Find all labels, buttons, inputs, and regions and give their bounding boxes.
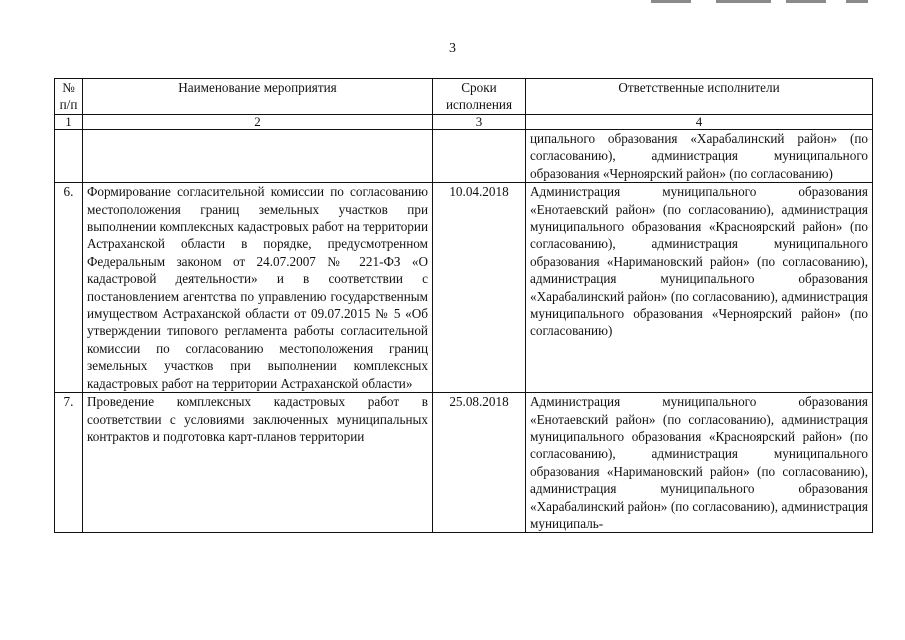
table-row	[55, 183, 873, 393]
header-name: Наименование мероприятия	[83, 79, 433, 115]
column-number: 4	[526, 115, 873, 130]
activity-deadline	[433, 130, 526, 183]
row-number: 7.	[55, 393, 83, 533]
column-number: 2	[83, 115, 433, 130]
activity-deadline: 25.08.2018	[433, 393, 526, 533]
column-numbers-row	[55, 115, 873, 130]
header-num: № п/п	[55, 79, 83, 115]
header-responsible: Ответственные исполнители	[526, 79, 873, 115]
table-header-row	[55, 79, 873, 115]
activity-name: Формирование согласительной комиссии по согласованию местоположения границ земельных участков при выполнении комплексных кадастровых работ на территории Астраханской области в порядке, предусмотренном Федеральным законом от 24.07.2007 № 221-ФЗ «О кадастровой деятельности» и в соответствии с постановлением агентства по управлению государственным имуществом Астраханской области от 09.07.2015 № 5 «Об утверждении типового регламента работы согласительной комиссии по согласованию местоположения границ земельных участков при выполнении комплексных кадастровых работ на территории Астраханской области»	[83, 183, 433, 393]
responsible-parties: Администрация муниципального образования «Енотаевский район» (по согласованию), администрация муниципального образования «Красноярский район» (по согласованию), администрация муниципального образования «Наримановский район» (по согласованию), администрация муниципального образования «Харабалинский район» (по согласованию), администрация муниципального образования «Черноярский район» (по согласованию)	[526, 183, 873, 393]
column-number: 1	[55, 115, 83, 130]
activity-name: Проведение комплексных кадастровых работ в соответствии с условиями заключенных муниципальных контрактов и подготовка карт-планов территории	[83, 393, 433, 533]
row-number	[55, 130, 83, 183]
table-row	[55, 130, 873, 183]
activities-table	[54, 78, 873, 533]
column-number: 3	[433, 115, 526, 130]
responsible-parties: Администрация муниципального образования «Енотаевский район» (по согласованию), администрация муниципального образования «Красноярский район» (по согласованию), администрация муниципального образования «Наримановский район» (по согласованию), администрация муниципального образования «Харабалинский район» (по согласованию), администрация муниципаль-	[526, 393, 873, 533]
responsible-parties: ципального образования «Харабалинский район» (по согласованию), администрация муниципального образования «Черноярский район» (по согласованию)	[526, 130, 873, 183]
row-number: 6.	[55, 183, 83, 393]
activity-deadline: 10.04.2018	[433, 183, 526, 393]
page-number: 3	[449, 41, 456, 56]
header-date: Сроки исполнения	[433, 79, 526, 115]
activity-name	[83, 130, 433, 183]
table-row	[55, 393, 873, 533]
